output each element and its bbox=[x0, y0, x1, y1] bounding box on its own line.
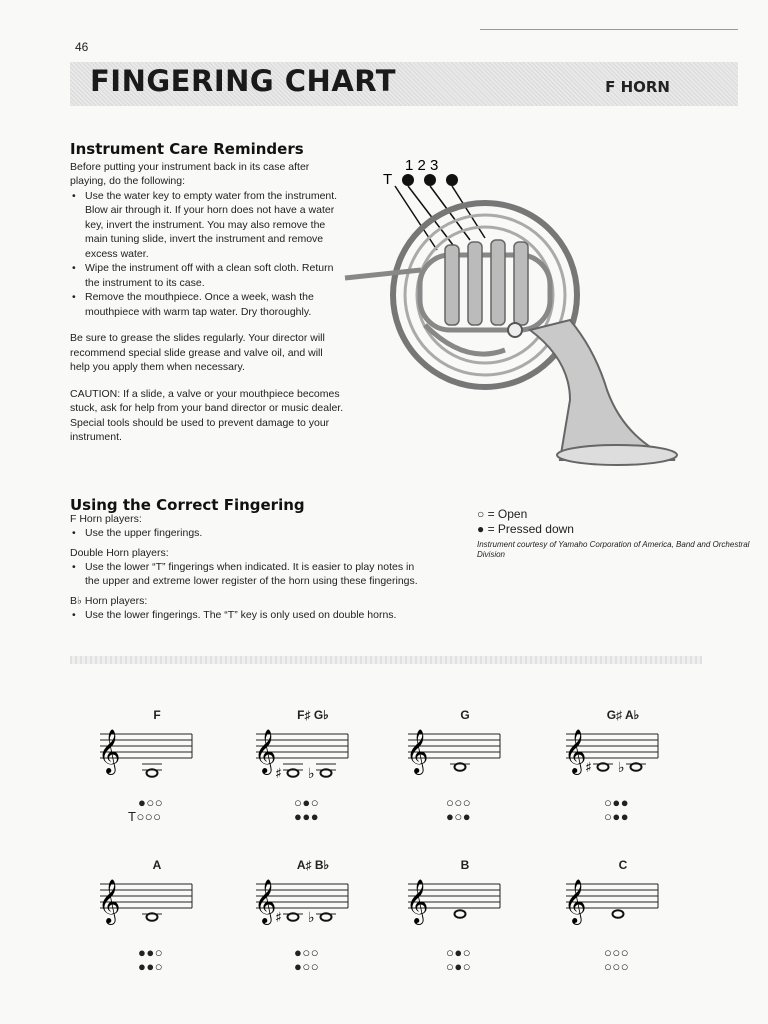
upper-fingering: ○○○ bbox=[446, 795, 472, 810]
note-name: G bbox=[460, 708, 470, 722]
valve-numbers: 1 2 3 bbox=[405, 157, 439, 174]
note-fingering bbox=[248, 708, 378, 828]
lower-fingering: ●○● bbox=[446, 809, 472, 824]
lower-fingering: ●●● bbox=[294, 809, 320, 824]
note-name: A bbox=[152, 858, 162, 872]
note-fingering bbox=[558, 708, 688, 828]
section-divider bbox=[70, 656, 702, 664]
treble-clef-icon: 𝄞 bbox=[254, 879, 277, 923]
upper-fingering: ●○○ bbox=[294, 945, 320, 960]
note-name: G♯ A♭ bbox=[606, 708, 640, 722]
treble-clef-icon: 𝄞 bbox=[98, 879, 121, 923]
fingering-heading: Using the Correct Fingering bbox=[70, 496, 305, 514]
treble-clef-icon: 𝄞 bbox=[406, 729, 429, 773]
valve-dot bbox=[446, 174, 458, 186]
treble-clef-icon: 𝄞 bbox=[564, 729, 587, 773]
upper-fingering: ●○○ bbox=[138, 795, 164, 810]
care-bullet: • Remove the mouthpiece. Once a week, wash the mouthpiece with warm tap water. Dry thoroughly. bbox=[70, 290, 345, 319]
care-intro: Before putting your instrument back in its case after playing, do the following: bbox=[70, 160, 310, 187]
staff bbox=[248, 722, 358, 792]
svg-text:♭: ♭ bbox=[308, 910, 315, 926]
lower-fingering: T○○○ bbox=[128, 809, 162, 824]
grease-paragraph: Be sure to grease the slides regularly. Your director will recommend special slide grease and valve oil, and will help you apply them when necessary. bbox=[70, 332, 325, 373]
note-fingering bbox=[92, 858, 222, 978]
care-section bbox=[70, 142, 345, 445]
upper-fingering: ○●● bbox=[604, 795, 630, 810]
treble-clef-icon: 𝄞 bbox=[254, 729, 277, 773]
staff bbox=[400, 872, 510, 942]
legend bbox=[477, 507, 768, 560]
double-horn-list bbox=[70, 560, 430, 588]
bb-horn-list bbox=[70, 608, 430, 622]
instrument-label: F HORN bbox=[605, 78, 670, 96]
svg-text:♭: ♭ bbox=[308, 766, 315, 782]
note-fingering bbox=[400, 858, 530, 978]
f-horn-list bbox=[70, 526, 430, 540]
bb-horn-label: B♭ Horn players: bbox=[70, 595, 148, 607]
legend-pressed: ● = Pressed down bbox=[477, 522, 574, 536]
valve-dot bbox=[402, 174, 414, 186]
lower-fingering: ○●● bbox=[604, 809, 630, 824]
staff bbox=[558, 722, 668, 792]
top-rule bbox=[480, 29, 738, 30]
page-number: 46 bbox=[75, 40, 89, 54]
note-name: F♯ G♭ bbox=[297, 708, 329, 722]
treble-clef-icon: 𝄞 bbox=[406, 879, 429, 923]
thumb-key-label: T bbox=[383, 171, 393, 188]
double-horn-label: Double Horn players: bbox=[70, 547, 169, 559]
whole-note bbox=[613, 910, 624, 918]
note-name: C bbox=[618, 858, 628, 872]
care-heading: Instrument Care Reminders bbox=[70, 140, 304, 158]
svg-text:♯: ♯ bbox=[585, 760, 592, 776]
legend-open: ○ = Open bbox=[477, 507, 528, 521]
lower-fingering: ●●○ bbox=[138, 959, 164, 974]
double-horn-bullet: • Use the lower “T” fingerings when indicated. It is easier to play notes in the upper and extreme lower register of the horn using these fingerings. bbox=[70, 560, 430, 588]
care-list bbox=[70, 189, 345, 320]
f-horn-label: F Horn players: bbox=[70, 513, 142, 525]
note-fingering bbox=[248, 858, 378, 978]
note-fingering bbox=[400, 708, 530, 828]
french-horn-illustration bbox=[325, 150, 695, 470]
care-bullet: • Wipe the instrument off with a clean soft cloth. Return the instrument to its case. bbox=[70, 261, 345, 290]
note-name: F bbox=[153, 708, 161, 722]
note-fingering bbox=[92, 708, 222, 828]
svg-text:♯: ♯ bbox=[275, 910, 282, 926]
upper-fingering: ○○○ bbox=[604, 945, 630, 960]
valve-dot bbox=[424, 174, 436, 186]
staff bbox=[248, 872, 358, 942]
upper-fingering: ○●○ bbox=[294, 795, 320, 810]
bb-horn-bullet: • Use the lower fingerings. The “T” key is only used on double horns. bbox=[70, 608, 430, 622]
treble-clef-icon: 𝄞 bbox=[564, 879, 587, 923]
upper-fingering: ○●○ bbox=[446, 945, 472, 960]
staff bbox=[92, 722, 202, 792]
f-horn-bullet: • Use the upper fingerings. bbox=[70, 526, 430, 540]
svg-text:♯: ♯ bbox=[275, 766, 282, 782]
fingering-section bbox=[70, 498, 430, 622]
lower-fingering: ○●○ bbox=[446, 959, 472, 974]
note-name: B bbox=[460, 858, 470, 872]
staff bbox=[400, 722, 510, 792]
instrument-credit: Instrument courtesy of Yamaho Corporation of America, Band and Orchestral Division bbox=[477, 540, 750, 559]
lower-fingering: ●○○ bbox=[294, 959, 320, 974]
care-bullet: • Use the water key to empty water from the instrument. Blow air through it. If your horn does not have a water key, invert the instrument. You may also remove the main tuning slide, invert the instrument and remove excess water. bbox=[70, 189, 345, 262]
note-fingering bbox=[558, 858, 688, 978]
lower-fingering: ○○○ bbox=[604, 959, 630, 974]
title-banner bbox=[70, 62, 738, 106]
caution-paragraph: CAUTION: If a slide, a valve or your mouthpiece becomes stuck, ask for help from your band director or music dealer. Special tools should be used to prevent damage to your instrument. bbox=[70, 387, 344, 443]
upper-fingering: ●●○ bbox=[138, 945, 164, 960]
staff bbox=[92, 872, 202, 942]
staff bbox=[558, 872, 668, 942]
page-title: FINGERING CHART bbox=[90, 64, 397, 98]
note-name: A♯ B♭ bbox=[296, 858, 330, 872]
whole-note bbox=[455, 910, 466, 918]
treble-clef-icon: 𝄞 bbox=[98, 729, 121, 773]
svg-text:♭: ♭ bbox=[618, 760, 625, 776]
